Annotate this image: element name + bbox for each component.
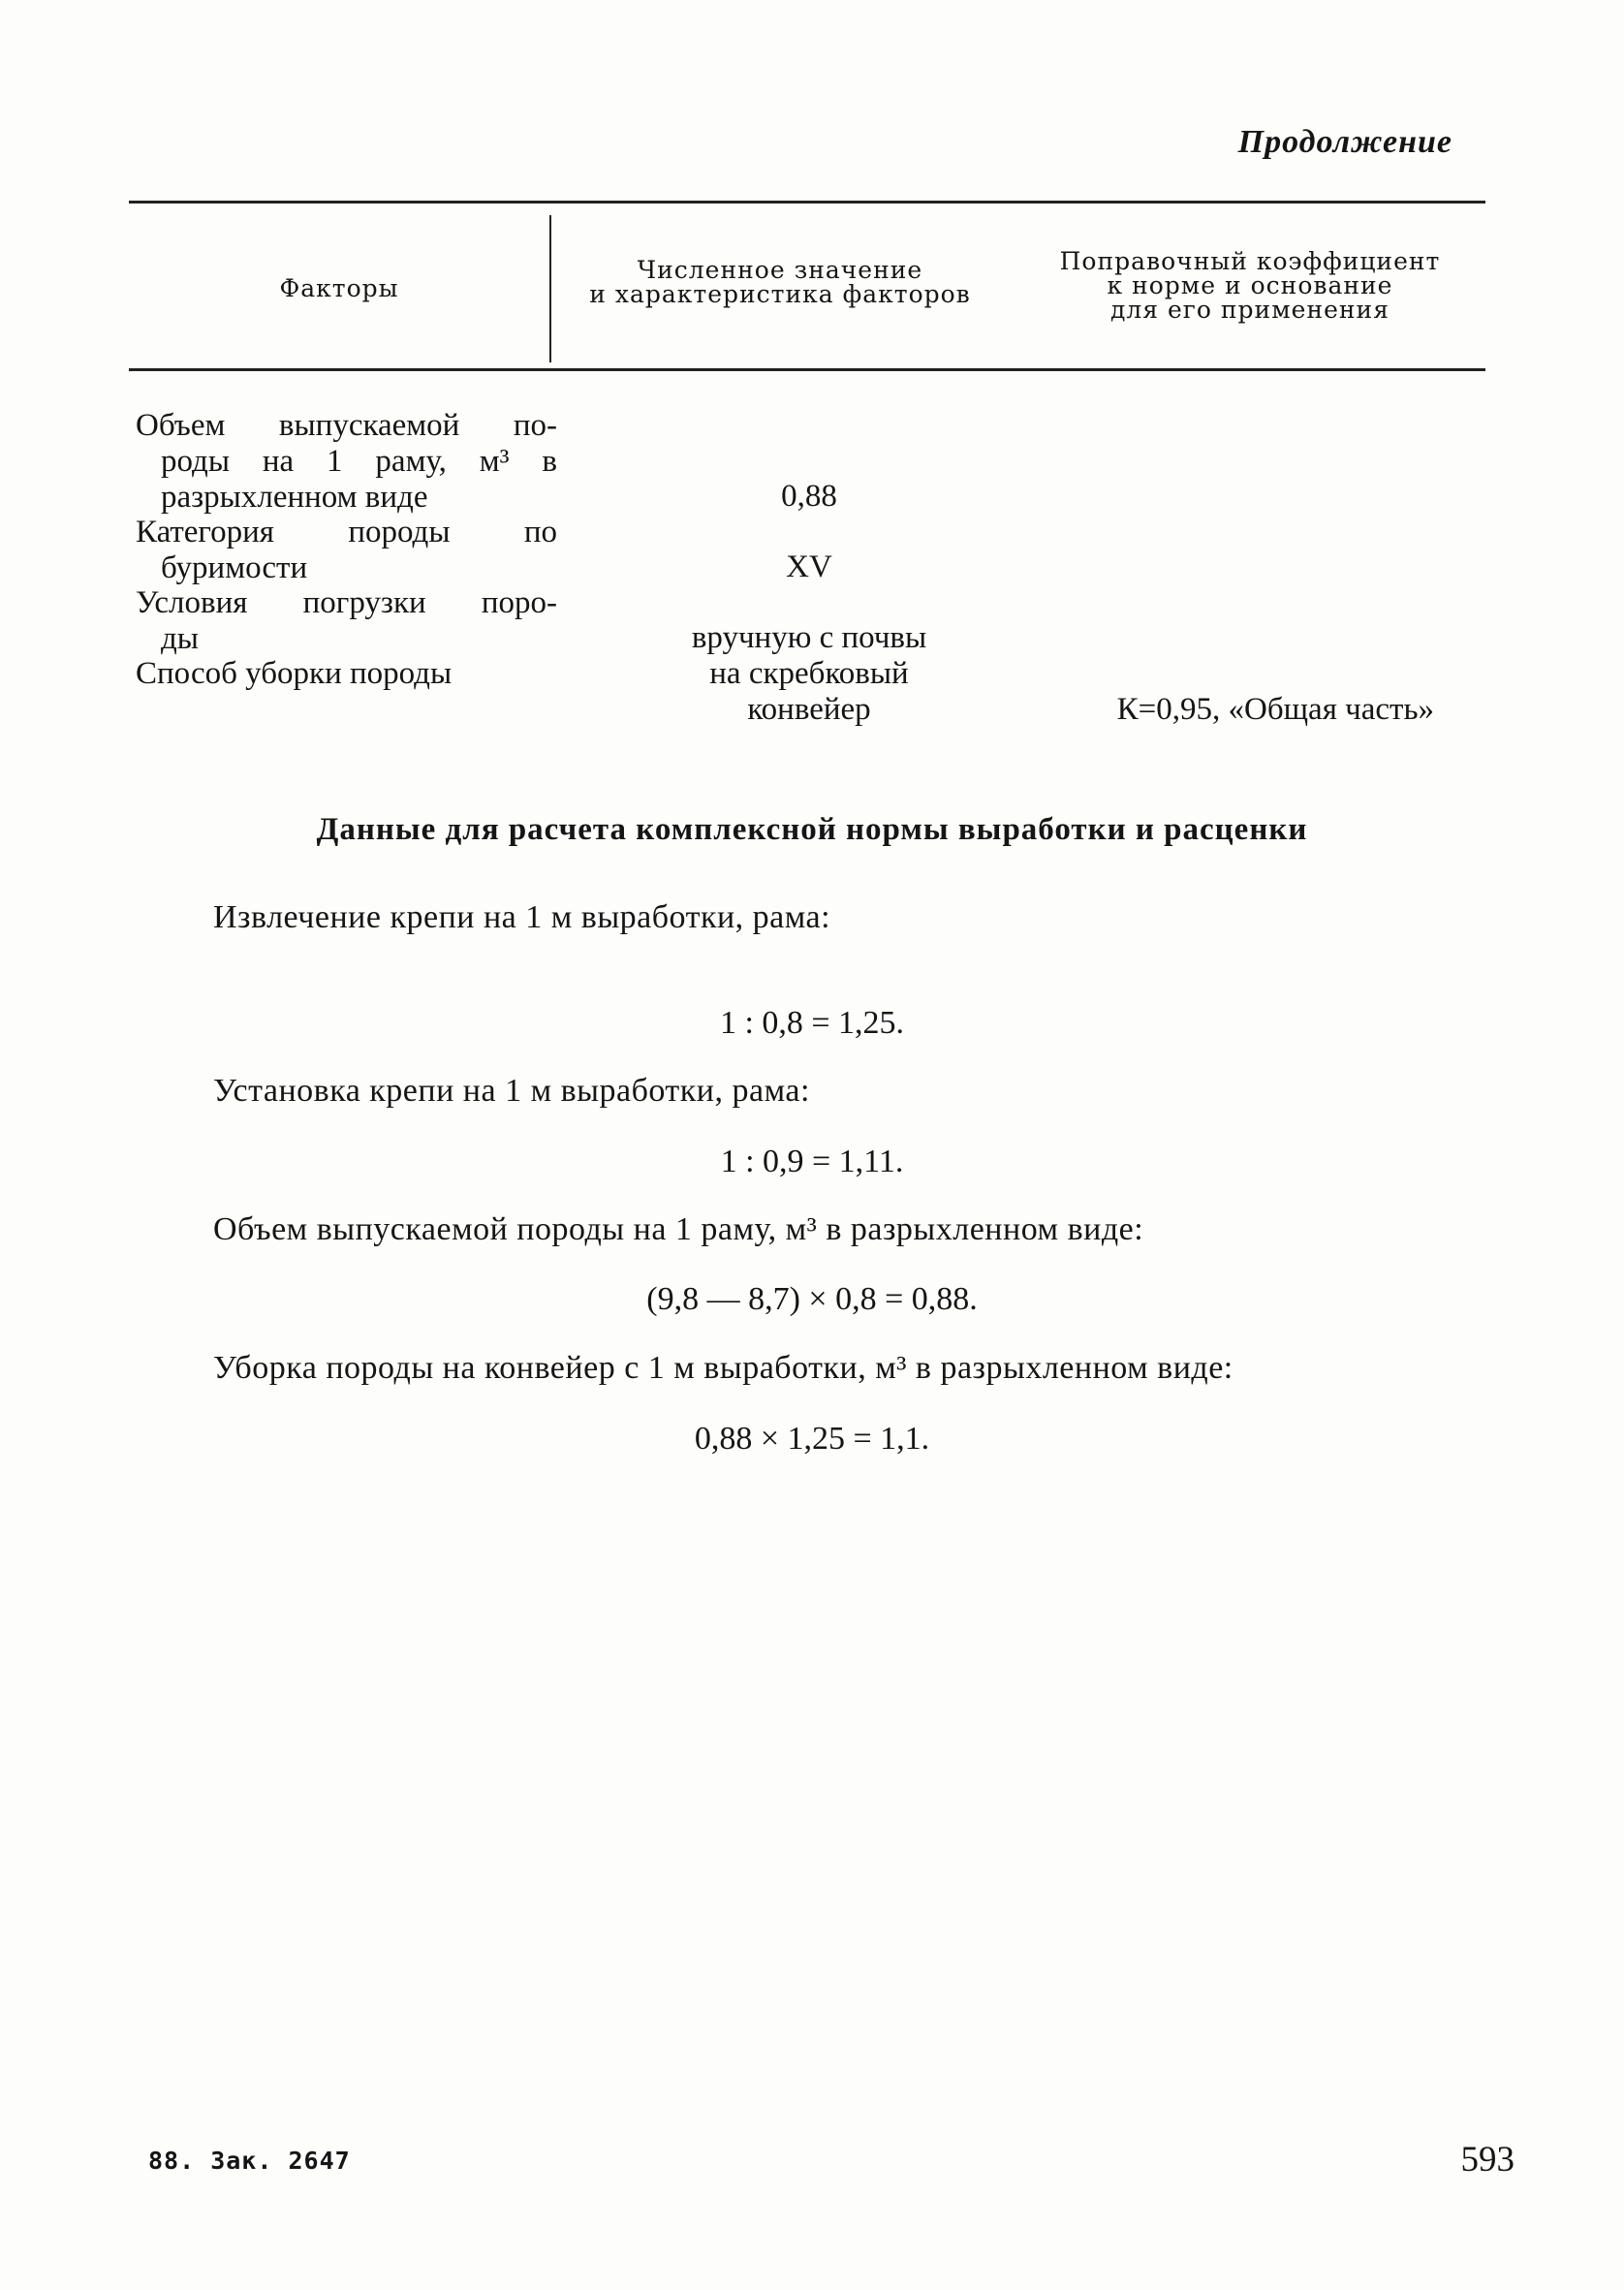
calc-formula-removal: 0,88 × 1,25 = 1,1. [694,1421,930,1457]
table-row-correction-removal: К=0,95, «Общая часть» [1116,692,1434,727]
table-row-value-removal [581,656,1037,728]
calc-text-removal: Уборка породы на конвейер с 1 м выработки, м³ в разрыхленном виде: [213,1350,1234,1386]
header-column-separator [549,215,551,362]
calc-text-extraction: Извлечение крепи на 1 м выработки, рама: [213,899,831,935]
table-row-factor-volume [136,408,557,516]
value-line: на скребковый [709,656,909,691]
table-top-rule [129,201,1485,204]
factor-line: Категория породы по [136,515,557,549]
calc-formula-extraction: 1 : 0,8 = 1,25. [719,1005,905,1041]
column-header-value [567,258,993,306]
table-row-value-loading: вручную с почвы [691,620,927,655]
factor-line: Условия погрузки поро- [136,585,557,620]
table-row-value-volume: 0,88 [781,479,837,514]
page-number: 593 [1460,2140,1515,2180]
factor-line: ды [161,621,199,656]
column-header-value-line: Численное значение и характеристика факторов [589,256,971,308]
factor-line: буримости [161,550,308,585]
calc-text-installation: Установка крепи на 1 м выработки, рама: [213,1073,810,1109]
column-header-correction-line: Поправочный коэффициент к норме и основание для его применения [1059,247,1441,324]
column-header-factors: Факторы [279,274,399,302]
factor-line: Способ уборки породы [136,656,453,691]
calc-formula-installation: 1 : 0,9 = 1,11. [720,1144,904,1179]
table-row-factor-category [136,515,557,586]
calc-formula-volume: (9,8 — 8,7) × 0,8 = 0,88. [646,1281,978,1317]
factor-line: Объем выпускаемой по- [136,408,557,443]
value-line: конвейер [747,692,871,727]
table-row-factor-loading [136,585,557,657]
factor-line: разрыхленном виде [161,480,428,515]
continuation-label: Продолжение [1237,124,1452,160]
factor-line: роды на 1 раму, м³ в [161,444,557,479]
section-heading: Данные для расчета комплексной нормы выработки и расценки [316,812,1308,847]
calc-text-volume: Объем выпускаемой породы на 1 раму, м³ в разрыхленном виде: [213,1211,1144,1247]
footer-order-number: 88. Зак. 2647 [148,2147,351,2175]
column-header-correction [1022,249,1478,322]
table-row-value-category: XV [786,549,832,584]
table-row-factor-removal [136,656,557,692]
table-header-bottom-rule [129,368,1485,371]
